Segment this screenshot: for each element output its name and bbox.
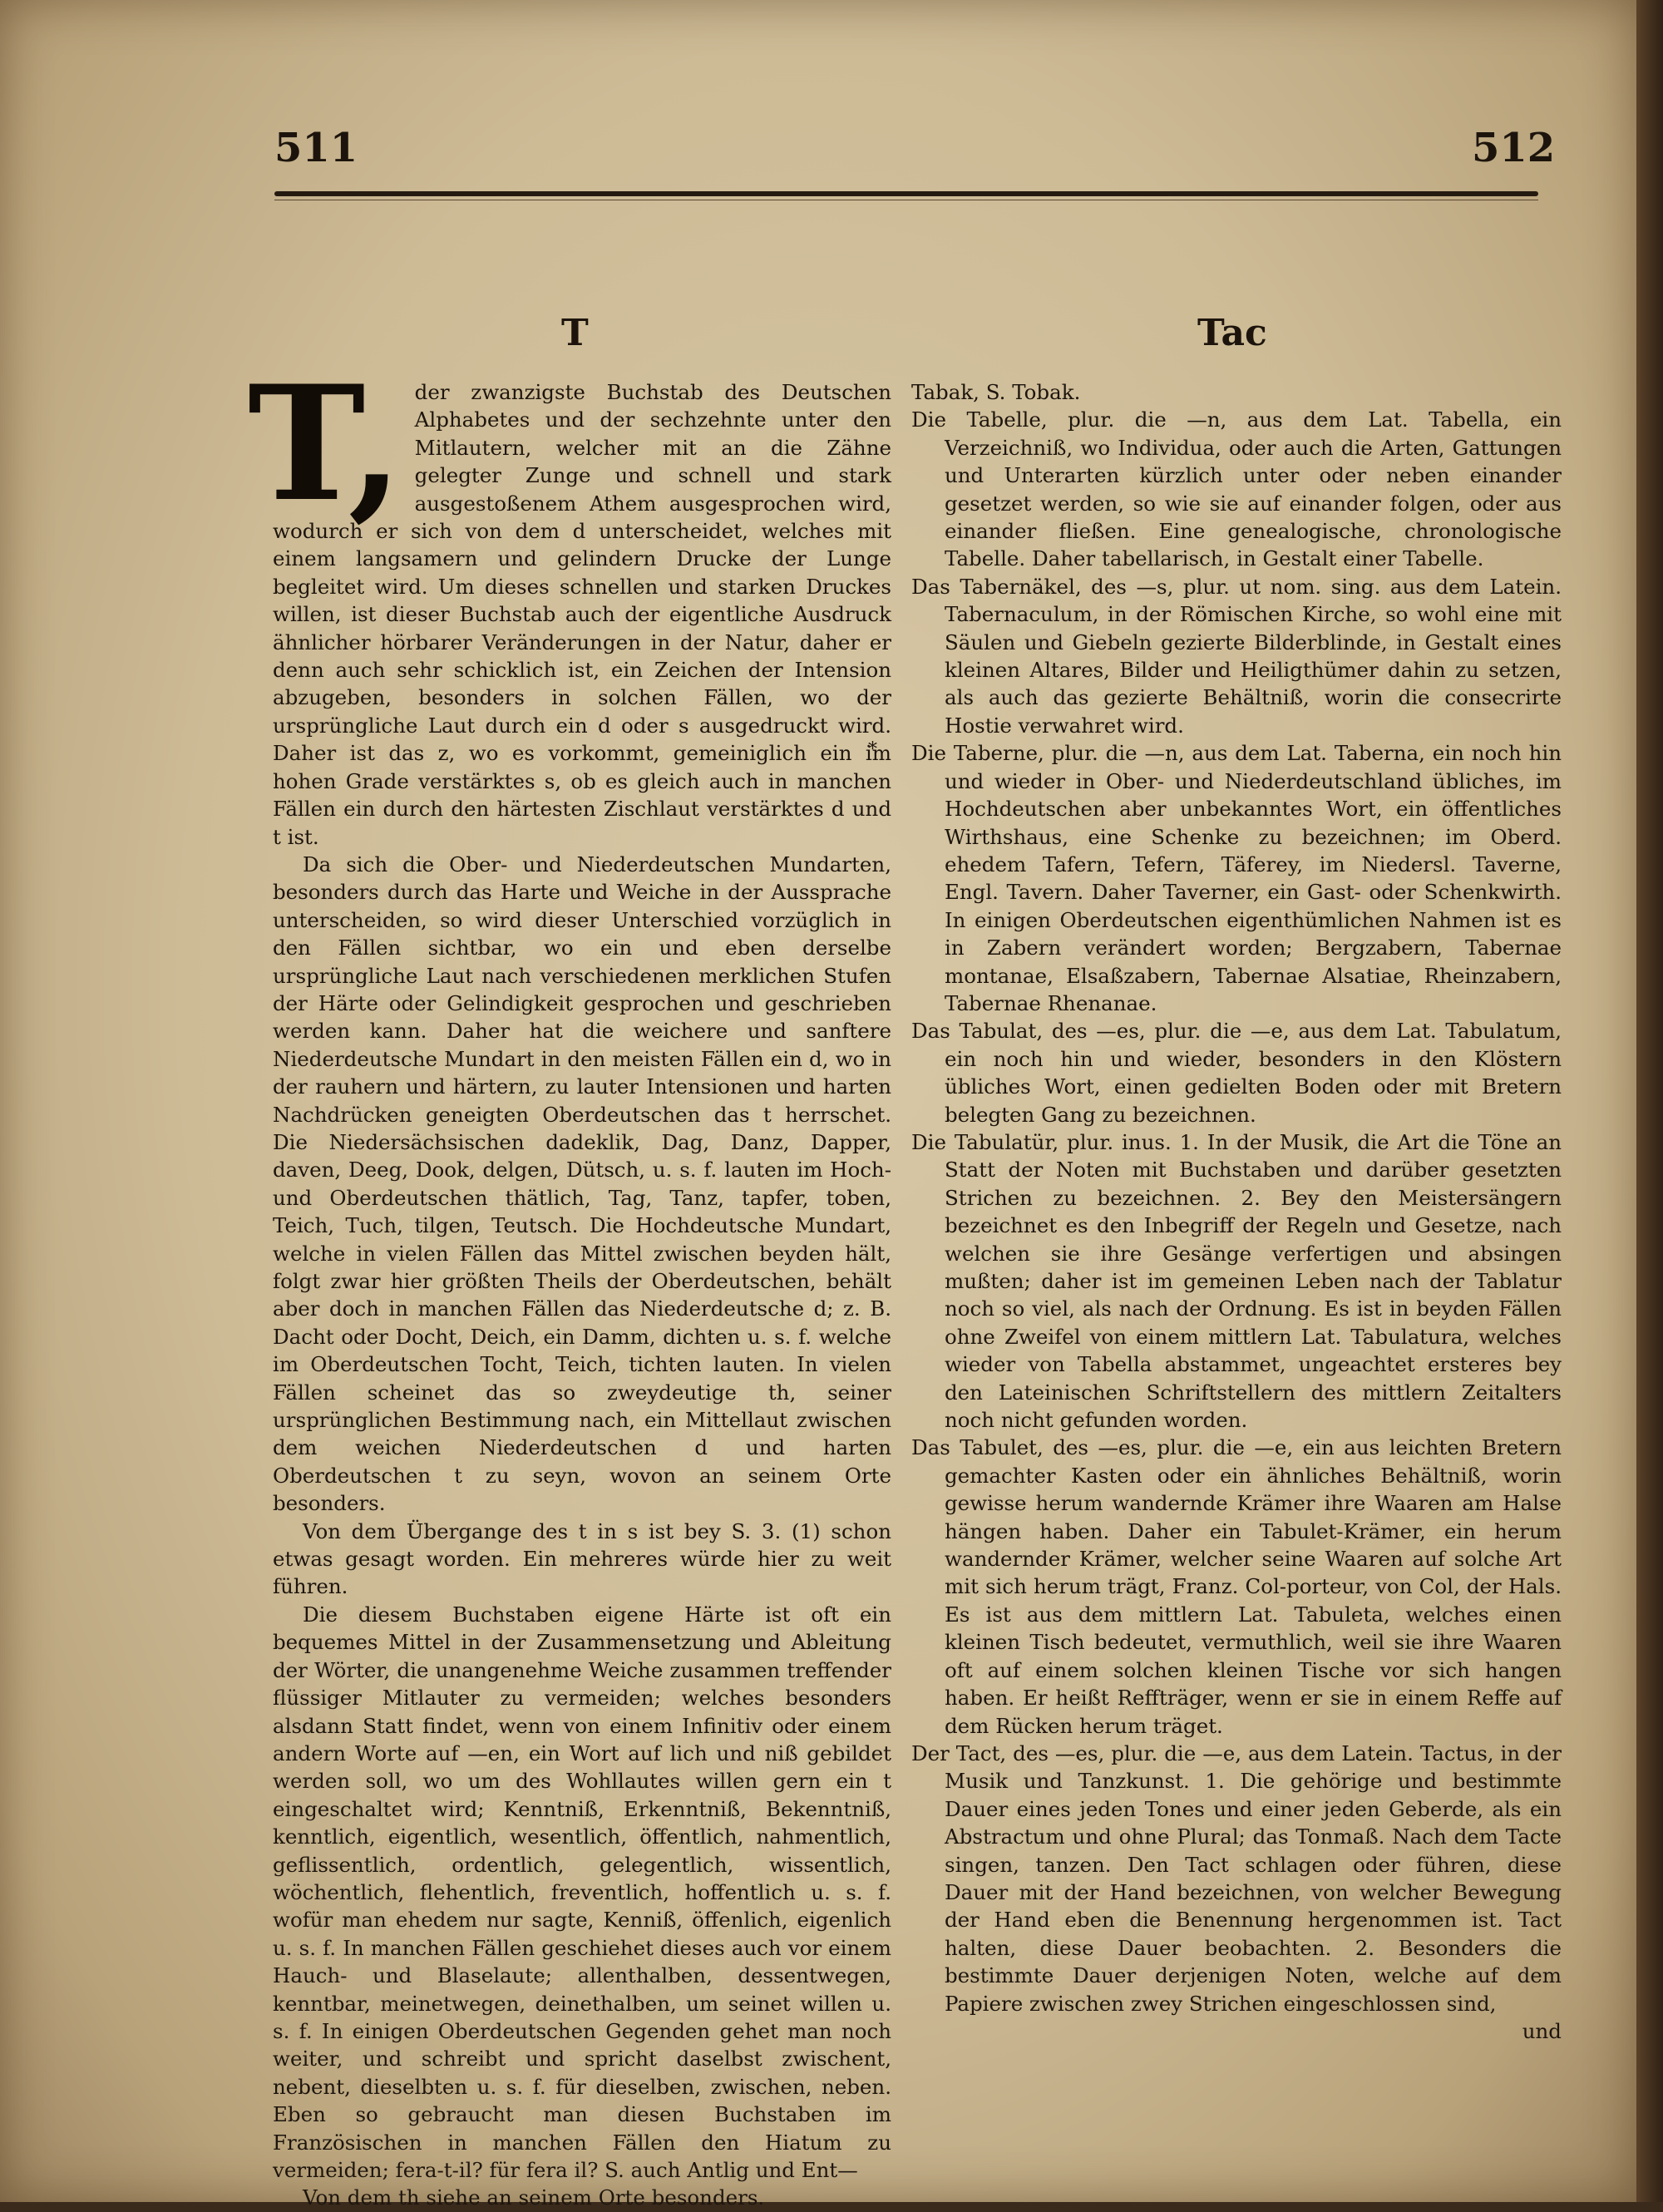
paragraph: Von dem Übergange des t in s ist bey S. 3. (1) schon etwas gesagt worden. Ein mehreres würde hier zu weit führen. <box>273 1518 891 1599</box>
dictionary-entry: * Die Taberne, plur. die —n, aus dem Lat. Taberna, ein noch hin und wieder in Ober- und Niederdeutschland übliches, im Hochdeutschen aber unbekanntes Wort, ein öffentliches Wirthshaus, eine Schenke zu bezeichnen; im Oberd. ehedem Tafern, Tefern, Täferey, im Niedersl. Taverne, Engl. Tavern. Daher Taverner, ein Gast- oder Schenkwirth. In einigen Oberdeutschen eigenthümlichen Nahmen ist es in Zabern verändert worden; Bergzabern, Tabernae montanae, Elsaßzabern, Tabernae Alsatiae, Rheinzabern, Tabernae Rhenanae. <box>911 739 1562 1017</box>
dictionary-entry: Die Tabelle, plur. die —n, aus dem Lat. Tabella, ein Verzeichniß, wo Individua, oder auch die Arten, Gattungen und Unterarten kürzlich unter oder neben einander gesetzet werden, so wie sie auf einander folgen, oder aus einander fließen. Eine genealogische, chronologische Tabelle. Daher tabellarisch, in Gestalt einer Tabelle. <box>911 407 1562 571</box>
dictionary-entry: Das Tabernäkel, des —s, plur. ut nom. sing. aus dem Latein. Tabernaculum, in der Römischen Kirche, so wohl eine mit Säulen und Giebeln gezierte Bilderblinde, in Gestalt eines kleinen Altares, Bilder und Heiligthümer dahin zu setzen, als auch das gezierte Behältniß, worin die consecrirte Hostie verwahret wird. <box>911 574 1562 738</box>
running-header-right: Tac <box>1197 312 1267 354</box>
dictionary-entry: Die Tabulatür, plur. inus. 1. In der Musik, die Art die Töne an Statt der Noten mit Buchstaben und darüber gesetzten Strichen zu bezeichnen. 2. Bey den Meistersängern bezeichnet es den Inbegriff der Regeln und Gesetze, nach welchen sie ihre Gesänge verfertigen und absingen mußten; daher ist im gemeinen Leben nach der Tablatur noch so viel, als nach der Ordnung. Es ist in beyden Fällen ohne Zweifel von einem mittlern Lat. Tabulatura, welches wieder von Tabella abstammet, ungeachtet ersteres bey den Lateinischen Schriftstellern des mittlern Zeitalters noch nicht gefunden worden. <box>911 1129 1562 1433</box>
paragraph-text: der zwanzigste Buchstab des Deutschen Alphabetes und der sechzehnte unter den Mitlautern, welcher mit an die Zähne gelegter Zunge und schnell und stark ausgestoßenem Athem ausgesprochen wird, wodurch er sich von dem d unterscheidet, welches mit einem langsamern und gelindern Drucke der Lunge begleitet wird. Um dieses schnellen und starken Druckes willen, ist dieser Buchstab auch der eigentliche Ausdruck ähnlicher hörbarer Veränderungen in der Natur, daher er denn auch sehr schicklich ist, ein Zeichen der Intension abzugeben, besonders in solchen Fällen, wo der ursprüngliche Laut durch ein d oder s ausgedruckt wird. Daher ist das z, wo es vorkommt, gemeiniglich ein im hohen Grade verstärktes s, ob es gleich auch in manchen Fällen ein durch den härtesten Zischlaut verstärktes d und t ist. <box>273 380 891 849</box>
page-number-right: 512 <box>1472 125 1556 171</box>
catchword: und <box>1522 2018 1562 2043</box>
drop-cap: T, <box>248 351 403 536</box>
paragraph <box>248 351 891 851</box>
dictionary-entry: Das Tabulat, des —es, plur. die —e, aus dem Lat. Tabulatum, ein noch hin und wieder, besonders in den Klöstern übliches Wort, einen gedielten Boden oder mit Bretern belegten Gang zu bezeichnen. <box>911 1019 1562 1127</box>
header-rule <box>274 191 1538 196</box>
book-spine <box>1636 0 1663 2202</box>
dictionary-entry: Tabak, S. Tobak. <box>911 380 1081 404</box>
left-column <box>248 351 891 2212</box>
page-number-left: 511 <box>274 125 358 171</box>
paragraph: Von dem th siehe an seinem Orte besonders. <box>303 2185 765 2210</box>
right-column <box>911 378 1562 2045</box>
paragraph: Da sich die Ober- und Niederdeutschen Mundarten, besonders durch das Harte und Weiche in der Aussprache unterscheiden, so wird dieser Unterschied vorzüglich in den Fällen sichtbar, wo ein und eben derselbe ursprüngliche Laut nach verschiedenen merklichen Stufen der Härte oder Gelindigkeit gesprochen und geschrieben werden kann. Daher hat die weichere und sanftere Niederdeutsche Mundart in den meisten Fällen ein d, wo in der rauhern und härtern, zu lauter Intensionen und harten Nachdrücken geneigten Oberdeutschen das t herrschet. Die Niedersächsischen dadeklik, Dag, Danz, Dapper, daven, Deeg, Dook, delgen, Dütsch, u. s. f. lauten im Hoch- und Oberdeutschen thätlich, Tag, Tanz, tapfer, toben, Teich, Tuch, tilgen, Teutsch. Die Hochdeutsche Mundart, welche in vielen Fällen das Mittel zwischen beyden hält, folgt zwar hier größten Theils der Oberdeutschen, behält aber doch in manchen Fällen das Niederdeutsche d; z. B. Dacht oder Docht, Deich, ein Damm, dichten u. s. f. welche im Oberdeutschen Tocht, Teich, tichten lauten. In vielen Fällen scheinet das so zweydeutige th, seiner ursprünglichen Bestimmung nach, ein Mittellaut zwischen dem weichen Niederdeutschen d und harten Oberdeutschen t zu seyn, wovon an seinem Orte besonders. <box>273 852 891 1516</box>
paragraph: Die diesem Buchstaben eigene Härte ist oft ein bequemes Mittel in der Zusammensetzung und Ableitung der Wörter, die unangenehme Weiche zusammen treffender flüssiger Mitlauter zu vermeiden; welches besonders alsdann Statt findet, wenn von einem Infinitiv oder einem andern Worte auf —en, ein Wort auf lich und niß gebildet werden soll, wo um des Wohllautes willen gern ein t eingeschaltet wird; Kenntniß, Erkenntniß, Bekenntniß, kenntlich, eigentlich, wesentlich, öffentlich, nahmentlich, geflissentlich, ordentlich, gelegentlich, wissentlich, wöchentlich, flehentlich, freventlich, hoffentlich u. s. f. wofür man ehedem nur sagte, Kenniß, öffenlich, eigenlich u. s. f. In manchen Fällen geschiehet dieses auch vor einem Hauch- und Blaselaute; allenthalben, dessentwegen, kenntbar, meinetwegen, deinethalben, um seinet willen u. s. f. In einigen Oberdeutschen Gegenden gehet man noch weiter, und schreibt und spricht daselbst zwischent, nebent, dieselbten u. s. f. für dieselben, zwischen, neben. Eben so gebraucht man diesen Buchstaben im Französischen in manchen Fällen den Hiatum zu vermeiden; fera-t-il? für fera il? S. auch Antlig und Ent— <box>273 1602 891 2182</box>
dictionary-entry: Der Tact, des —es, plur. die —e, aus dem Latein. Tactus, in der Musik und Tanzkunst. 1. Die gehörige und bestimmte Dauer eines jeden Tones und einer jeden Geberde, als ein Abstractum und ohne Plural; das Tonmaß. Nach dem Tacte singen, tanzen. Den Tact schlagen oder führen, diese Dauer mit der Hand bezeichnen, von welcher Bewegung der Hand eben die Benennung hergenommen ist. Tact halten, diese Dauer beobachten. 2. Besonders die bestimmte Dauer derjenigen Noten, welche auf dem Papiere zwischen zwey Strichen eingeschlossen sind, <box>911 1740 1562 2016</box>
running-header-left: T <box>561 312 589 354</box>
dictionary-entry: Das Tabulet, des —es, plur. die —e, ein aus leichten Bretern gemachter Kasten oder ein ähnliches Behältniß, worin gewisse herum wandernde Krämer ihre Waaren am Halse hängen haben. Daher ein Tabulet-Krämer, ein herum wandernder Krämer, welcher seine Waaren auf solche Art mit sich herum trägt, Franz. Col-porteur, von Col, der Hals. Es ist aus dem mittlern Lat. Tabuleta, welches einen kleinen Tisch bedeutet, vermuthlich, weil sie ihre Waaren oft auf einem solchen kleinen Tische vor sich hangen haben. Er heißt Reffträger, wenn er sie in einem Reffe auf dem Rücken herum träget. <box>911 1435 1562 1738</box>
